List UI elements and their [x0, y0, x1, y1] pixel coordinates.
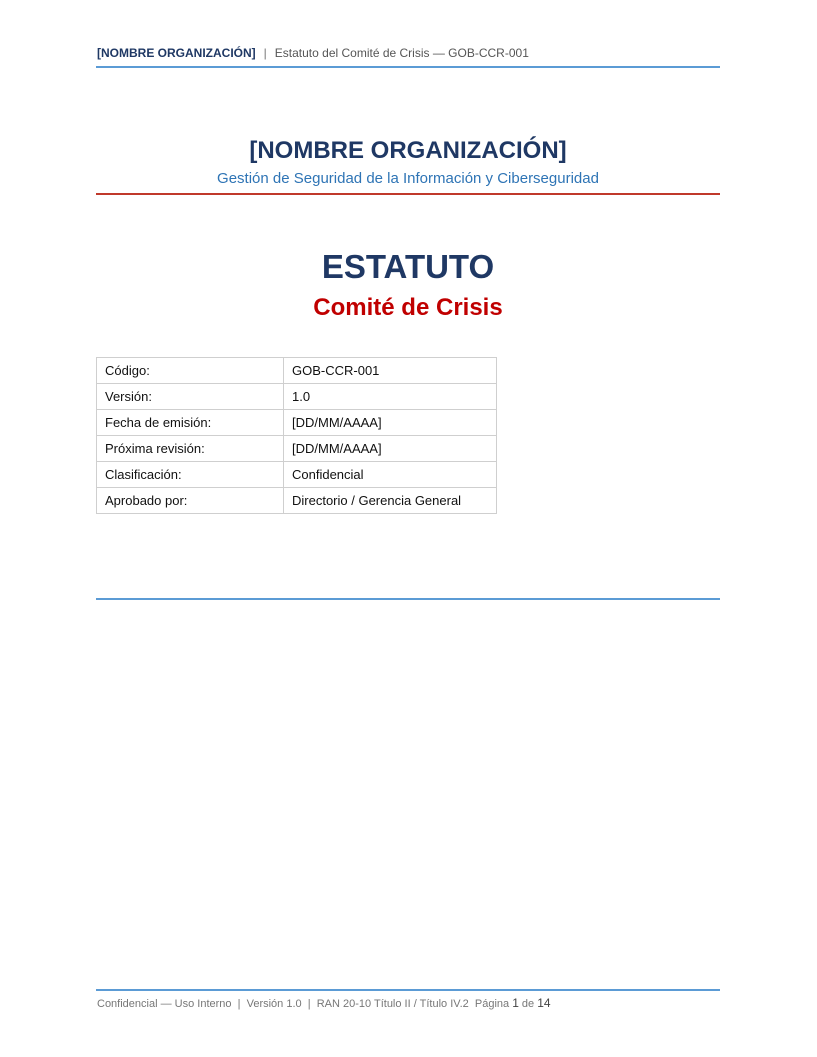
organization-subtitle: Gestión de Seguridad de la Información y Ciberseguridad	[217, 170, 599, 187]
metadata-label: Aprobado por:	[97, 488, 284, 514]
table-row	[97, 410, 497, 436]
metadata-value: [DD/MM/AAAA]	[284, 410, 497, 436]
page-footer	[97, 996, 719, 1010]
page-header	[97, 46, 719, 60]
footer-page-number: 1	[512, 996, 519, 1010]
footer-of: de	[518, 998, 538, 1010]
metadata-value: [DD/MM/AAAA]	[284, 436, 497, 462]
section-rule	[96, 598, 720, 600]
metadata-value: GOB-CCR-001	[284, 358, 497, 384]
metadata-label: Código:	[97, 358, 284, 384]
table-row	[97, 384, 497, 410]
header-doc-ref: Estatuto del Comité de Crisis — GOB-CCR-001	[274, 46, 529, 60]
footer-page-total: 14	[537, 996, 551, 1010]
organization-title: [NOMBRE ORGANIZACIÓN]	[249, 137, 567, 164]
header-org: [NOMBRE ORGANIZACIÓN]	[97, 46, 256, 60]
title-rule	[96, 193, 720, 195]
table-row	[97, 462, 497, 488]
metadata-label: Próxima revisión:	[97, 436, 284, 462]
metadata-label: Clasificación:	[97, 462, 284, 488]
document-metadata-table	[96, 357, 497, 514]
metadata-label: Versión:	[97, 384, 284, 410]
table-row	[97, 358, 497, 384]
document-name: Comité de Crisis	[313, 294, 503, 321]
header-rule	[96, 66, 720, 68]
metadata-value: 1.0	[284, 384, 497, 410]
header-separator: |	[263, 46, 267, 60]
footer-text: Confidencial — Uso Interno | Versión 1.0 | RAN 20-10 Título II / Título IV.2 Página	[97, 998, 513, 1010]
metadata-label: Fecha de emisión:	[97, 410, 284, 436]
document-type: ESTATUTO	[321, 248, 495, 285]
metadata-value: Confidencial	[284, 462, 497, 488]
metadata-value: Directorio / Gerencia General	[284, 488, 497, 514]
footer-rule	[96, 989, 720, 991]
table-row	[97, 488, 497, 514]
table-row	[97, 436, 497, 462]
